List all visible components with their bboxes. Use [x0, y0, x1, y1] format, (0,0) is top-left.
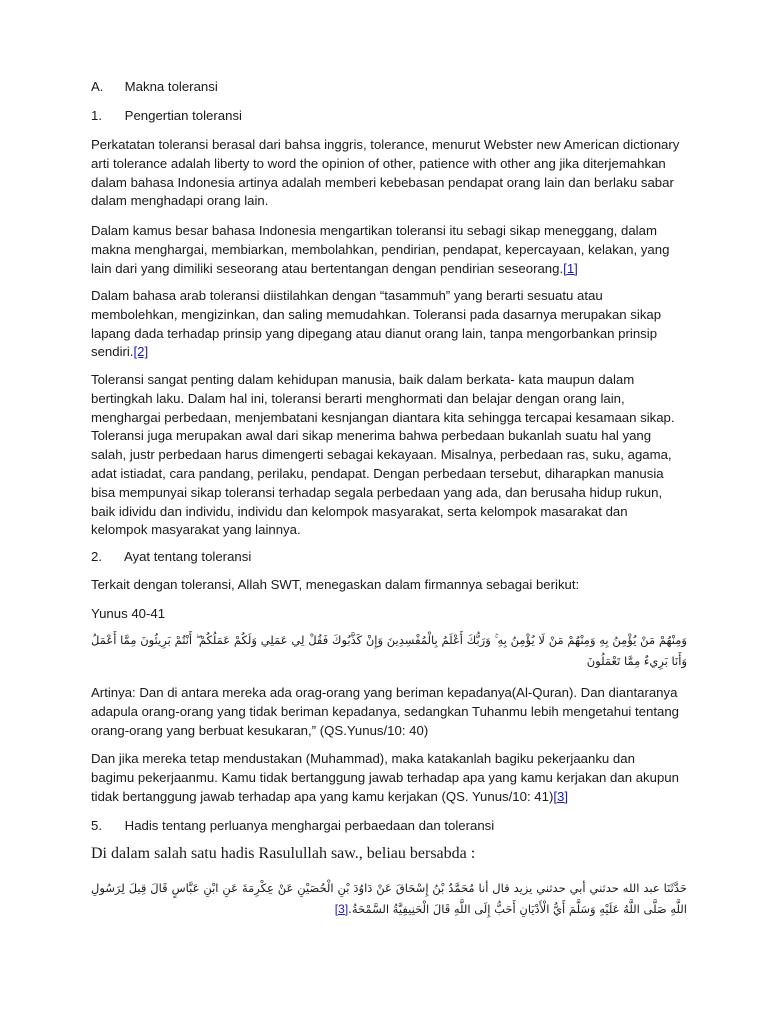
verse-reference: Yunus 40-41: [91, 606, 166, 621]
footnote-link-1[interactable]: [1]: [563, 260, 578, 276]
hadith-arabic: حَدَّثَنَا عبد الله حدثني أبي حدثني يزيد قال أنا مُحَمَّدُ بْنُ إِسْحَاقَ عَنْ دَاوُدَ بْنِ الْحُصَيْنِ عَنْ عِكْرِمَةَ عَنِ ابْنِ عَبَّاسٍ قَالَ قِيلَ لِرَسُولِ اللَّهِ صَلَّى اللَّهُ عَلَيْهِ وَسَلَّمَ أَيُّ الْأَدْيَانِ أَحَبُّ إِلَى اللَّهِ قَالَ الْحَنِيفِيَّةُ السَّمْحَةُ.[3]: [91, 881, 687, 916]
heading-section-5: 5. Hadis tentang perluanya menghargai perbaedaan dan toleransi: [91, 818, 495, 833]
paragraph-arabic-term: Dalam bahasa arab toleransi diistilahkan dengan “tasammuh” yang berarti sesuatu atau membolehkan, mengizinkan, dan saling memudahkan. Toleransi pada dasarnya merupakan sikap lapang dada terhadap prinsip yang dipegang atau dianut orang lain, tanpa mengorbankan prinsip sendiri.[2]: [91, 288, 662, 360]
paragraph-hadith-intro: Di dalam salah satu hadis Rasulullah saw., beliau bersabda :: [91, 845, 476, 862]
paragraph-kbbi: Dalam kamus besar bahasa Indonesia mengartikan toleransi itu sebagi sikap meneggang, dalam makna menghargai, membiarkan, membolahkan, pendirian, pendapat, kepercayaan, kelakan, yang lain dari yang dimiliki seseorang atau bertentangan dengan pendirian seseorang.[1]: [91, 223, 670, 276]
heading-section-a: A. Makna toleransi: [91, 79, 218, 94]
footnote-link-2[interactable]: [2]: [133, 344, 149, 360]
footnote-link-3[interactable]: [3]: [553, 788, 569, 804]
heading-section-1: 1. Pengertian toleransi: [91, 108, 242, 123]
paragraph-definition: Perkatatan toleransi berasal dari bahsa inggris, tolerance, menurut Webster new American dictionary arti tolerance adalah liberty to word the opinion of other, patience with other ang jika diterjemahkan dalam bahasa Indonesia artinya adalah memberi kebebasan pendapat orang lain dan berlaku sabar dalam menghadapi orang lain.: [91, 137, 680, 209]
heading-section-2: 2. Ayat tentang toleransi: [91, 549, 252, 564]
footnote-link-hadith[interactable]: [3]: [334, 902, 349, 916]
paragraph-translation-41: Dan jika mereka tetap mendustakan (Muhammad), maka katakanlah bagiku pekerjaanku dan bagimu pekerjaanmu. Kamu tidak bertanggung jawab terhadap apa yang kamu kerjakan dan akupun tidak bertanggung jawab terhadap apa yang kamu kerjakan (QS. Yunus/10: 41)[3]: [91, 751, 679, 804]
paragraph-importance: Toleransi sangat penting dalam kehidupan manusia, baik dalam berkata- kata maupun dalam bertingkah laku. Dalam hal ini, toleransi berarti menghormati dan belajar dengan orang lain, menghargai perbedaan, menjembatani kesnjangan diantara kita sehingga tercapai kesamaan sikap. Toleransi juga merupakan awal dari sikap menerima bahwa perbedaan bukanlah suatu hal yang salah, justr perbedaan harus dimengerti sebagai kekayaan. Misalnya, perbedaan ras, suku, agama, adat istiadat, cara pandang, perilaku, pendapat. Dengan perbedaan tersebut, diharapkan manusia bisa mempunyai sikap toleransi terhadap segala perbedaan yang ada, dan berusaha hidup rukun, baik idividu dan individu, individu dan kelompok masyarakat, serta kelompok masarakat dan kelompok masyarakat yang lainnya.: [91, 372, 675, 538]
paragraph-intro-verse: Terkait dengan toleransi, Allah SWT, menegaskan dalam firmannya sebagai berikut:: [91, 577, 580, 592]
verse-arabic: وَمِنْهُمْ مَنْ يُؤْمِنُ بِهِ وَمِنْهُمْ مَنْ لَا يُؤْمِنُ بِهِ ۚ وَرَبُّكَ أَعْلَمُ بِالْمُفْسِدِينَ وَإِنْ كَذَّبُوكَ فَقُلْ لِي عَمَلِي وَلَكُمْ عَمَلُكُمْ ۖ أَنْتُمْ بَرِيئُونَ مِمَّا أَعْمَلُ وَأَنَا بَرِيءٌ مِمَّا تَعْمَلُونَ: [91, 633, 687, 668]
paragraph-translation-40: Artinya: Dan di antara mereka ada orag-orang yang beriman kepadanya(Al-Quran). Dan diantaranya adapula orang-orang yang tidak beriman kepadanya, sedangkan Tuhanmu lebih mengetahui tentang orang-orang yang berbuat kesukaran,” (QS.Yunus/10: 40): [91, 685, 680, 738]
